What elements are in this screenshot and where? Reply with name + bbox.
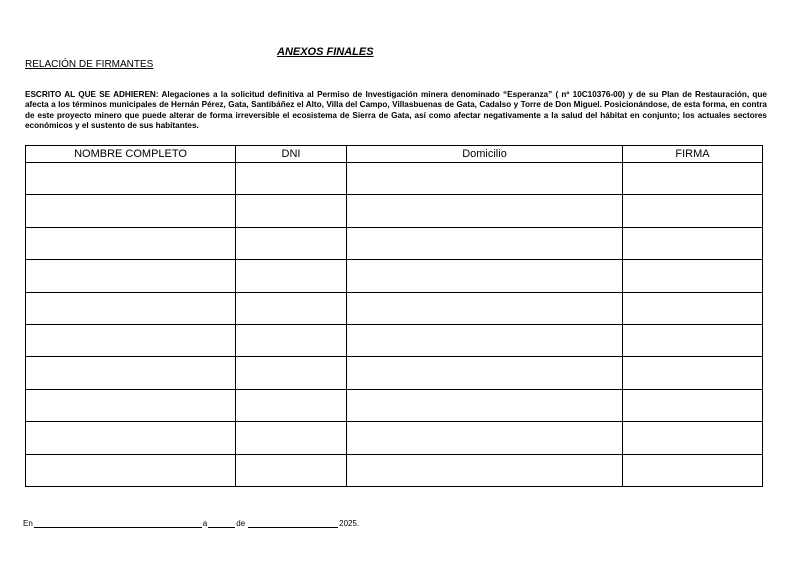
footer-year: 2025. bbox=[339, 519, 360, 528]
cell-domicilio[interactable] bbox=[347, 357, 623, 389]
cell-nombre-completo[interactable] bbox=[26, 292, 236, 324]
table-row bbox=[26, 324, 763, 356]
header-dni: DNI bbox=[236, 146, 347, 163]
cell-domicilio[interactable] bbox=[347, 454, 623, 486]
cell-dni[interactable] bbox=[236, 227, 347, 259]
adhesion-statement: ESCRITO AL QUE SE ADHIEREN: Alegaciones a la solicitud definitiva al Permiso de Investigación minera denominado “Esperanza” ( nº 10C10376-00) y de su Plan de Restauración, que afecta a los términos municipales de Hernán Pérez, Gata, Santibáñez el Alto, Villa del Campo, Villasbuenas de Gata, Cadalso y Torre de Don Miguel. Posicionándose, de esta forma, en contra de este proyecto minero que puede alterar de forma irreversible el ecosistema de Sierra de Gata, así como afectar negativamente a la salud del hábitat en conjunto; los actuales sectores económicos y el sustento de sus habitantes. bbox=[25, 90, 767, 130]
table-row bbox=[26, 195, 763, 227]
cell-domicilio[interactable] bbox=[347, 389, 623, 421]
cell-firma[interactable] bbox=[623, 195, 763, 227]
cell-dni[interactable] bbox=[236, 260, 347, 292]
signer-rows bbox=[26, 163, 763, 487]
cell-nombre-completo[interactable] bbox=[26, 389, 236, 421]
table-row bbox=[26, 389, 763, 421]
cell-nombre-completo[interactable] bbox=[26, 324, 236, 356]
cell-dni[interactable] bbox=[236, 357, 347, 389]
cell-dni[interactable] bbox=[236, 292, 347, 324]
date-line bbox=[23, 518, 359, 528]
cell-domicilio[interactable] bbox=[347, 195, 623, 227]
cell-firma[interactable] bbox=[623, 324, 763, 356]
cell-dni[interactable] bbox=[236, 454, 347, 486]
footer-a-label: a bbox=[202, 519, 208, 528]
table-row bbox=[26, 292, 763, 324]
cell-firma[interactable] bbox=[623, 454, 763, 486]
cell-firma[interactable] bbox=[623, 292, 763, 324]
cell-dni[interactable] bbox=[236, 389, 347, 421]
cell-firma[interactable] bbox=[623, 357, 763, 389]
footer-de-label: de bbox=[236, 519, 246, 528]
day-blank[interactable] bbox=[208, 518, 235, 528]
cell-nombre-completo[interactable] bbox=[26, 227, 236, 259]
header-firma: FIRMA bbox=[623, 146, 763, 163]
cell-dni[interactable] bbox=[236, 324, 347, 356]
cell-domicilio[interactable] bbox=[347, 324, 623, 356]
cell-dni[interactable] bbox=[236, 195, 347, 227]
cell-firma[interactable] bbox=[623, 227, 763, 259]
header-nombre-completo: NOMBRE COMPLETO bbox=[26, 146, 236, 163]
table-row bbox=[26, 227, 763, 259]
cell-domicilio[interactable] bbox=[347, 292, 623, 324]
cell-domicilio[interactable] bbox=[347, 422, 623, 454]
signers-table bbox=[25, 145, 763, 487]
cell-domicilio[interactable] bbox=[347, 260, 623, 292]
cell-nombre-completo[interactable] bbox=[26, 195, 236, 227]
cell-nombre-completo[interactable] bbox=[26, 163, 236, 195]
cell-dni[interactable] bbox=[236, 422, 347, 454]
table-row bbox=[26, 422, 763, 454]
cell-nombre-completo[interactable] bbox=[26, 357, 236, 389]
cell-nombre-completo[interactable] bbox=[26, 422, 236, 454]
cell-firma[interactable] bbox=[623, 422, 763, 454]
cell-firma[interactable] bbox=[623, 163, 763, 195]
cell-nombre-completo[interactable] bbox=[26, 260, 236, 292]
cell-domicilio[interactable] bbox=[347, 227, 623, 259]
place-blank[interactable] bbox=[34, 518, 202, 528]
cell-dni[interactable] bbox=[236, 163, 347, 195]
month-blank[interactable] bbox=[248, 518, 338, 528]
cell-domicilio[interactable] bbox=[347, 163, 623, 195]
cell-firma[interactable] bbox=[623, 389, 763, 421]
header-domicilio: Domicilio bbox=[347, 146, 623, 163]
page-title: ANEXOS FINALES bbox=[277, 46, 374, 58]
footer-en-label: En bbox=[23, 519, 33, 528]
table-row bbox=[26, 357, 763, 389]
cell-firma[interactable] bbox=[623, 260, 763, 292]
table-row bbox=[26, 163, 763, 195]
section-label: RELACIÓN DE FIRMANTES bbox=[25, 59, 154, 70]
table-header-row bbox=[26, 146, 763, 163]
table-row bbox=[26, 260, 763, 292]
table-row bbox=[26, 454, 763, 486]
cell-nombre-completo[interactable] bbox=[26, 454, 236, 486]
